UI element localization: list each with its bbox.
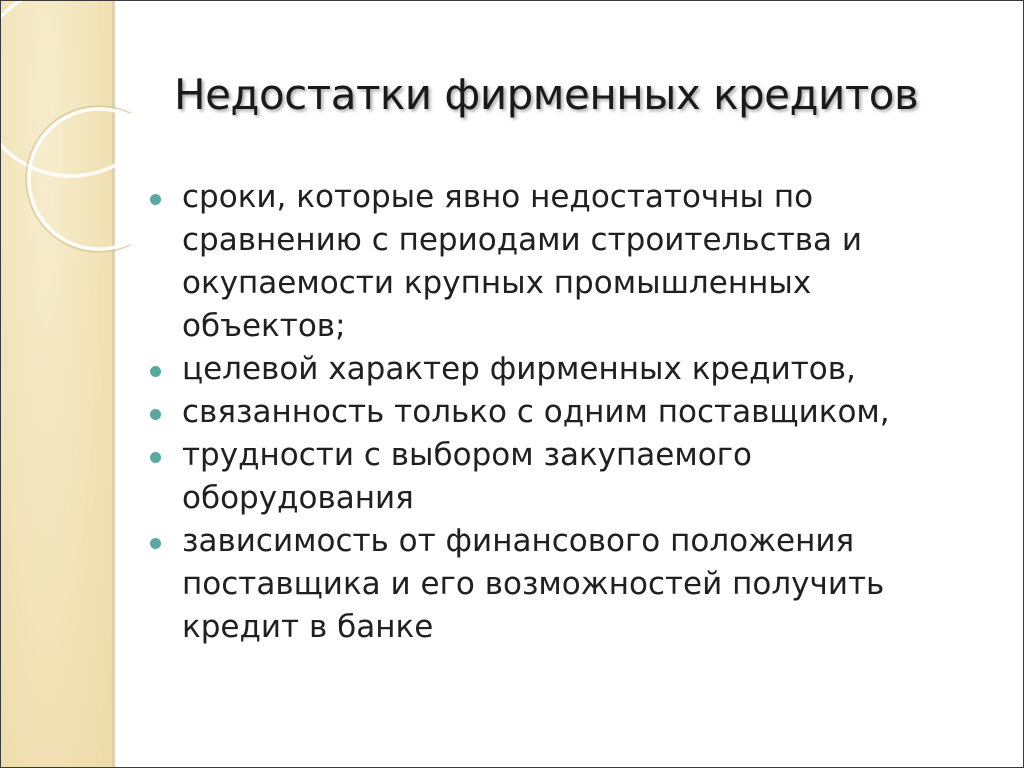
bullet-text: трудности с выбором закупаемого оборудования	[182, 437, 752, 516]
bullet-dot-icon	[150, 194, 161, 205]
decorative-circle-large	[1, 1, 131, 176]
bullet-dot-icon	[150, 452, 161, 463]
bullet-item	[150, 348, 970, 391]
bullet-text: зависимость от финансового положения поставщика и его возможностей получить кредит в банке	[182, 523, 885, 645]
slide-title: Недостатки фирменных кредитов	[174, 70, 919, 119]
bullet-item	[150, 176, 970, 348]
bullet-item	[150, 391, 970, 434]
bullet-dot-icon	[150, 366, 161, 377]
bullet-list	[150, 176, 970, 649]
bullet-dot-icon	[150, 538, 161, 549]
bullet-text: целевой характер фирменных кредитов,	[182, 351, 856, 387]
bullet-text: связанность только с одним поставщиком,	[182, 394, 890, 430]
bullet-item	[150, 520, 970, 649]
decorative-circles	[1, 1, 131, 261]
bullet-dot-icon	[150, 409, 161, 420]
bullet-item	[150, 434, 970, 520]
bullet-text: сроки, которые явно недостаточны по сравнению с периодами строительства и окупаемости крупных промышленных объектов;	[182, 179, 863, 344]
decorative-circle-shadow	[26, 106, 131, 252]
